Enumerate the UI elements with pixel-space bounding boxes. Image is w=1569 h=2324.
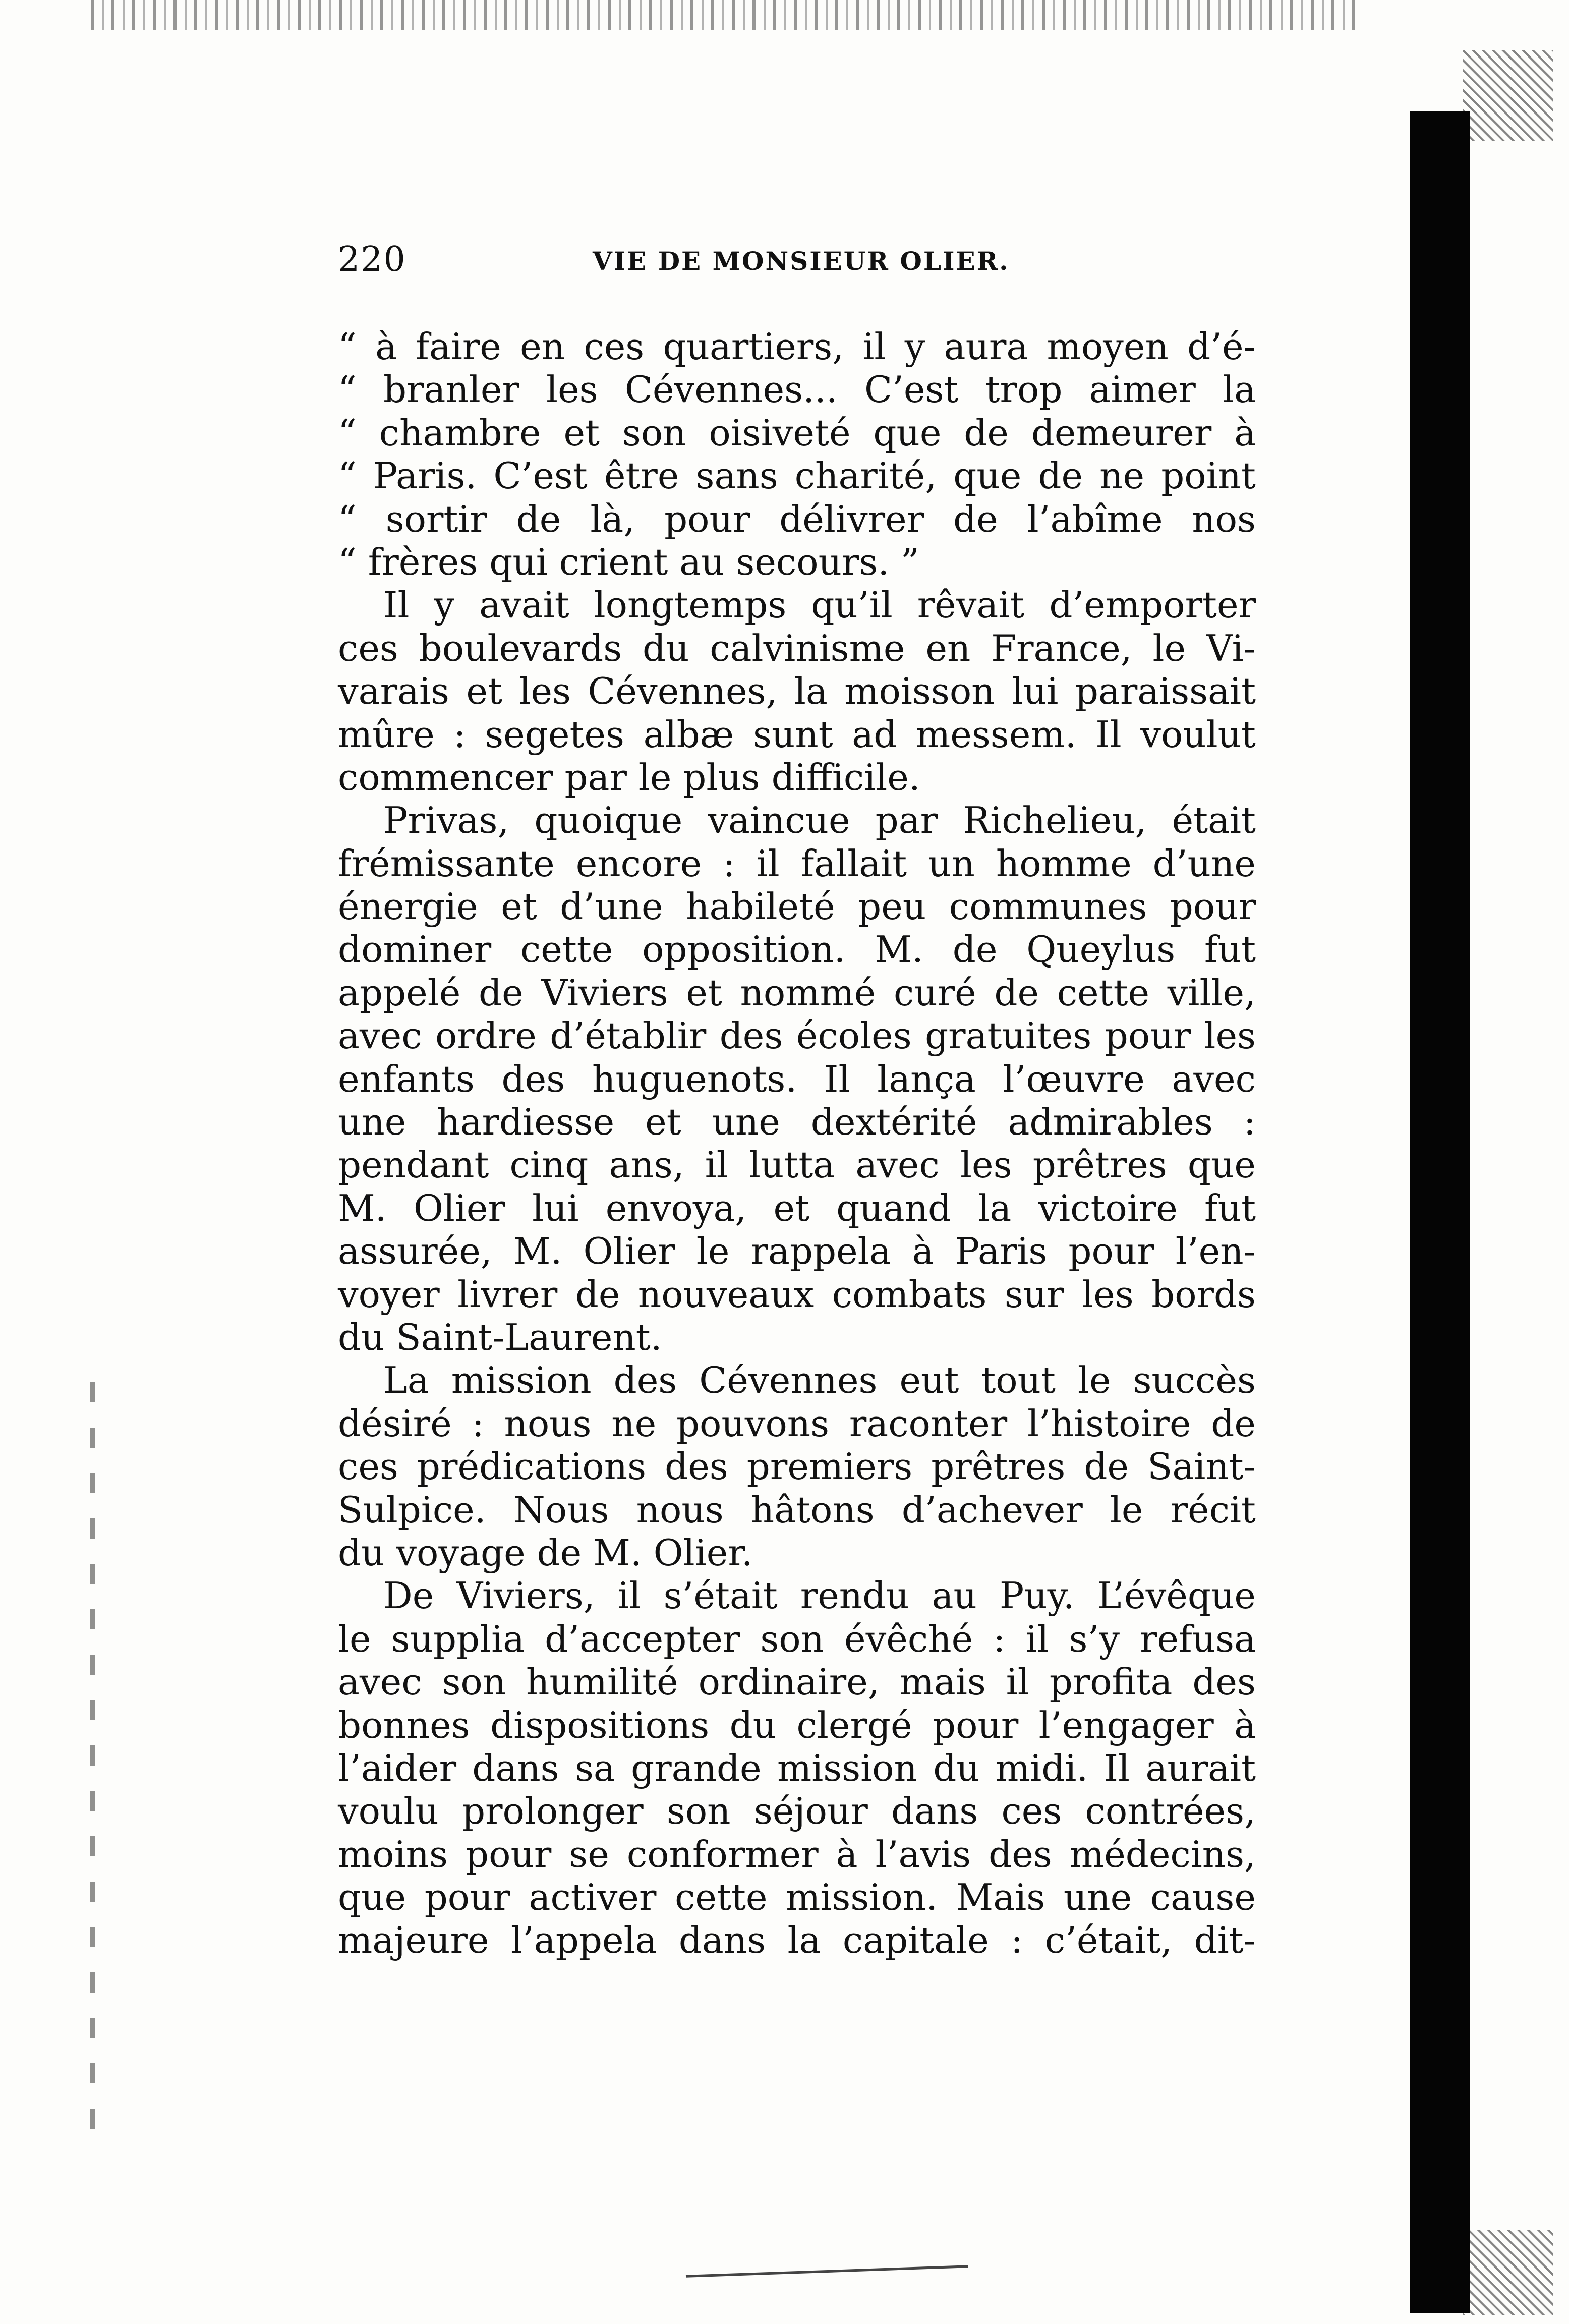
text-line: que pour activer cette mission. Mais une cause	[338, 1876, 1256, 1919]
text-line: enfants des huguenots. Il lança l’œuvre avec	[338, 1057, 1256, 1100]
text-line: du Saint-Laurent.	[338, 1316, 662, 1358]
text-line: De Viviers, il s’était rendu au Puy. L’évêque	[383, 1574, 1256, 1617]
scan-right-edge-noise-bottom	[1463, 2230, 1553, 2315]
text-line: majeure l’appela dans la capitale : c’était, dit-	[338, 1919, 1256, 1962]
text-line: Sulpice. Nous nous hâtons d’achever le récit	[338, 1488, 1256, 1531]
text-line: “ branler les Cévennes... C’est trop aimer la	[338, 368, 1256, 411]
scan-right-edge-noise	[1463, 50, 1553, 141]
text-line: le supplia d’accepter son évêché : il s’y refusa	[338, 1617, 1256, 1660]
text-line: l’aider dans sa grande mission du midi. Il aurait	[338, 1746, 1256, 1789]
text-line: “ chambre et son oisiveté que de demeurer à	[338, 411, 1256, 454]
text-line: bonnes dispositions du clergé pour l’engager à	[338, 1704, 1256, 1746]
text-line: moins pour se conformer à l’avis des médecins,	[338, 1833, 1256, 1876]
left-margin-marks	[90, 1382, 95, 2139]
text-line: Il y avait longtemps qu’il rêvait d’emporter	[383, 584, 1256, 627]
running-title: VIE DE MONSIEUR OLIER.	[593, 246, 1010, 276]
text-line: une hardiesse et une dextérité admirables :	[338, 1101, 1256, 1144]
text-line: varais et les Cévennes, la moisson lui paraissait	[338, 670, 1256, 713]
text-line: mûre : segetes albæ sunt ad messem. Il voulut	[338, 713, 1256, 756]
page-number: 220	[338, 240, 406, 279]
body-text	[338, 325, 1256, 1962]
book-gutter-shadow	[1410, 111, 1470, 2313]
text-line: Privas, quoique vaincue par Richelieu, était	[383, 799, 1256, 842]
text-line: appelé de Viviers et nommé curé de cette ville,	[338, 971, 1256, 1014]
running-head	[338, 237, 1251, 282]
text-line: pendant cinq ans, il lutta avec les prêtres que	[338, 1144, 1256, 1186]
text-line: dominer cette opposition. M. de Queylus fut	[338, 928, 1256, 971]
text-line: avec son humilité ordinaire, mais il profita des	[338, 1661, 1256, 1704]
text-line: du voyage de M. Olier.	[338, 1531, 753, 1574]
text-line: voulu prolonger son séjour dans ces contrées,	[338, 1790, 1256, 1833]
text-line: ces prédications des premiers prêtres de Saint-	[338, 1445, 1256, 1488]
text-line: désiré : nous ne pouvons raconter l’histoire de	[338, 1402, 1256, 1445]
text-line: “ frères qui crient au secours. ”	[338, 540, 919, 583]
scan-top-edge-noise	[91, 0, 1362, 30]
pen-stroke-mark	[686, 2265, 968, 2283]
text-line: voyer livrer de nouveaux combats sur les bords	[338, 1273, 1256, 1316]
text-line: avec ordre d’établir des écoles gratuites pour les	[338, 1014, 1256, 1057]
text-line: commencer par le plus difficile.	[338, 756, 920, 799]
text-line: “ à faire en ces quartiers, il y aura moyen d’é-	[338, 325, 1256, 368]
text-line: M. Olier lui envoya, et quand la victoire fut	[338, 1186, 1256, 1229]
text-line: énergie et d’une habileté peu communes pour	[338, 885, 1256, 928]
text-line: “ sortir de là, pour délivrer de l’abîme nos	[338, 497, 1256, 540]
text-line: ces boulevards du calvinisme en France, le Vi-	[338, 627, 1256, 669]
text-line: frémissante encore : il fallait un homme d’une	[338, 842, 1256, 885]
text-line: La mission des Cévennes eut tout le succès	[383, 1359, 1256, 1402]
text-line: assurée, M. Olier le rappela à Paris pour l’en-	[338, 1230, 1256, 1273]
text-line: “ Paris. C’est être sans charité, que de ne point	[338, 455, 1256, 497]
